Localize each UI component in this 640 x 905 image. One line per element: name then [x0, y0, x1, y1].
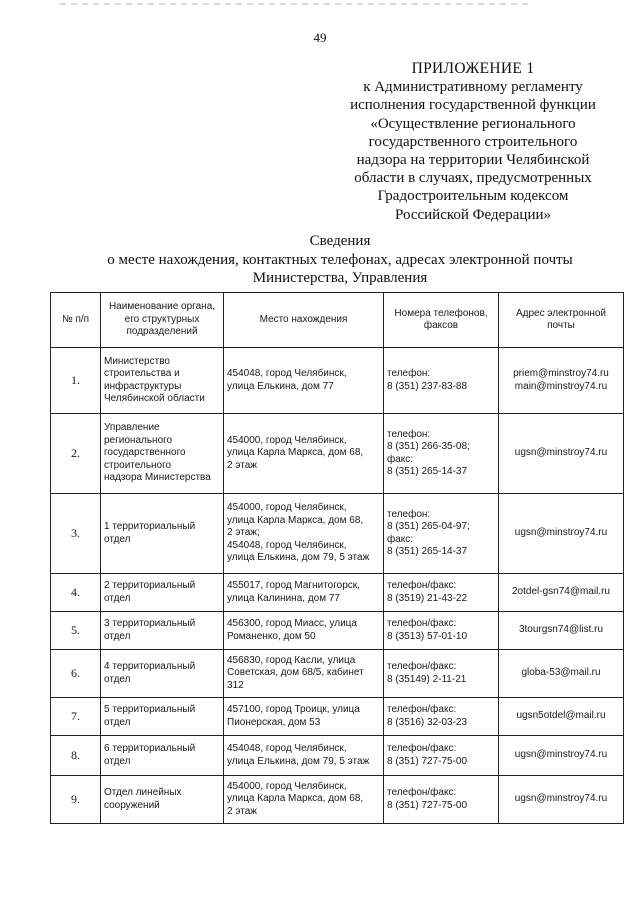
org-address — [224, 348, 384, 414]
org-name — [101, 736, 224, 776]
org-email — [499, 574, 624, 612]
org-phones-line: 8 (351) 265-14-37 — [387, 466, 468, 477]
org-phones-line: 8 (35149) 2-11-21 — [387, 673, 467, 685]
org-name-line: отдел — [104, 592, 131, 604]
row-number: 9. — [51, 776, 101, 824]
org-name-line: строительного — [104, 459, 172, 471]
org-email-line: ugsn@minstroy74.ru — [514, 527, 608, 539]
row-number: 4. — [51, 574, 101, 612]
org-address-line: улица Елькина, дом 79, 5 этаж — [227, 755, 370, 767]
org-address — [224, 494, 384, 574]
org-phones-line: 8 (351) 727-75-00 — [387, 799, 468, 811]
row-number: 5. — [51, 612, 101, 650]
org-email-line: priem@minstroy74.ru — [513, 368, 609, 379]
org-name-line: 4 территориальный — [104, 661, 196, 672]
org-name-line: надзора Министерства — [104, 472, 211, 484]
org-name-line: сооружений — [104, 799, 160, 811]
org-address-line: 454000, город Челябинск, — [227, 780, 347, 792]
org-phones-line: факс: — [387, 533, 414, 545]
org-address — [224, 612, 384, 650]
org-address-line: Советская, дом 68/5, кабинет — [227, 667, 364, 679]
header-num: № п/п — [51, 293, 101, 348]
table-row — [51, 494, 624, 574]
org-phones-line: 8 (3519) 21-43-22 — [387, 592, 468, 604]
org-name-line: государственного — [104, 447, 186, 459]
org-address — [224, 650, 384, 698]
org-phones — [384, 612, 499, 650]
appendix-line: исполнения государственной функции — [350, 97, 596, 114]
appendix-line: Российской Федерации» — [394, 206, 551, 223]
org-email — [499, 414, 624, 494]
org-phones — [384, 414, 499, 494]
org-phones-line: 8 (3513) 57-01-10 — [387, 630, 468, 642]
org-address — [224, 776, 384, 824]
header-name: Наименование органа, его структурных подразделений — [101, 293, 224, 348]
org-phones-line: 8 (351) 265-04-97; — [387, 521, 470, 532]
org-address-line: 454000, город Челябинск, — [227, 502, 347, 514]
org-email-line: ugsn@minstroy74.ru — [514, 793, 608, 805]
org-address — [224, 574, 384, 612]
org-name-line: Министерство — [104, 355, 170, 367]
org-phones-line: факс: — [387, 453, 414, 465]
org-phones-line: 8 (351) 727-75-00 — [387, 755, 468, 767]
org-name-line: отдел — [104, 755, 131, 767]
org-phones-line: телефон: — [387, 428, 431, 440]
appendix-line: области в случаях, предусмотренных — [354, 170, 592, 187]
org-name — [101, 494, 224, 574]
org-name — [101, 776, 224, 824]
contacts-table — [50, 292, 624, 824]
scan-artifact-line — [60, 3, 530, 5]
org-address-line: 2 этаж; — [227, 527, 260, 539]
org-address — [224, 414, 384, 494]
appendix-line: к Административному регламенту — [363, 79, 583, 96]
org-name-line: 3 территориальный — [104, 618, 196, 629]
header-email: Адрес электронной почты — [499, 293, 624, 348]
org-address-line: улица Карла Маркса, дом 68, — [227, 447, 364, 459]
org-name — [101, 574, 224, 612]
org-email-line: main@minstroy74.ru — [514, 380, 608, 392]
org-phones-line: телефон: — [387, 508, 431, 520]
org-address — [224, 698, 384, 736]
org-name-line: отдел — [104, 673, 131, 685]
org-phones-line: телефон/факс: — [387, 787, 457, 798]
org-phones-line: 8 (351) 237-83-88 — [387, 380, 468, 392]
org-phones — [384, 494, 499, 574]
org-phones-line: телефон: — [387, 368, 431, 379]
row-number: 6. — [51, 650, 101, 698]
org-name-line: отдел — [104, 533, 131, 545]
heading-line: Министерства, Управления — [252, 270, 428, 286]
org-address-line: Романенко, дом 50 — [227, 630, 316, 642]
org-name-line: регионального — [104, 434, 173, 446]
appendix-line: «Осуществление регионального — [370, 115, 576, 132]
org-address-line: улица Карла Маркса, дом 68, — [227, 793, 364, 805]
org-phones-line: 8 (3516) 32-03-23 — [387, 716, 468, 728]
org-email — [499, 612, 624, 650]
table-row — [51, 736, 624, 776]
org-phones — [384, 650, 499, 698]
row-number: 3. — [51, 494, 101, 574]
org-name-line: отдел — [104, 716, 131, 728]
org-name-line: 1 территориальный — [104, 521, 196, 532]
org-name-line: Управление — [104, 422, 160, 434]
org-phones-line: телефон/факс: — [387, 704, 457, 715]
table-row — [51, 776, 624, 824]
org-name — [101, 348, 224, 414]
table-row — [51, 414, 624, 494]
org-address-line: 454048, город Челябинск, — [227, 539, 347, 551]
org-email-line: ugsn@minstroy74.ru — [514, 447, 608, 459]
org-address-line: 455017, город Магнитогорск, — [227, 580, 360, 591]
org-name-line: Челябинской области — [104, 393, 205, 404]
org-name — [101, 650, 224, 698]
org-address-line: 454048, город Челябинск, — [227, 743, 347, 754]
heading-line: о месте нахождения, контактных телефонах, адресах электронной почты — [107, 251, 573, 268]
org-phones — [384, 698, 499, 736]
org-phones — [384, 736, 499, 776]
org-address — [224, 736, 384, 776]
org-address-line: 2 этаж — [227, 805, 257, 817]
org-address-line: 457100, город Троицк, улица — [227, 704, 360, 715]
org-name — [101, 698, 224, 736]
org-email-line: 3tourgsn74@list.ru — [518, 624, 604, 636]
org-phones-line: телефон/факс: — [387, 661, 457, 672]
org-name-line: 5 территориальный — [104, 704, 196, 715]
org-phones — [384, 348, 499, 414]
org-address-line: 454000, город Челябинск, — [227, 434, 347, 446]
appendix-title: ПРИЛОЖЕНИЕ 1 — [411, 60, 535, 77]
org-phones-line: 8 (351) 266-35-08; — [387, 441, 470, 452]
org-phones — [384, 574, 499, 612]
org-phones-line: телефон/факс: — [387, 743, 457, 754]
org-email — [499, 348, 624, 414]
org-email-line: 2otdel-gsn74@mail.ru — [512, 586, 610, 598]
org-phones-line: телефон/факс: — [387, 618, 457, 629]
table-row — [51, 574, 624, 612]
org-address-line: Пионерская, дом 53 — [227, 716, 321, 728]
org-email — [499, 776, 624, 824]
org-address-line: 456300, город Миасс, улица — [227, 618, 357, 629]
header-address: Место нахождения — [224, 293, 384, 348]
org-email — [499, 736, 624, 776]
row-number: 7. — [51, 698, 101, 736]
heading-title: Сведения — [309, 233, 371, 249]
org-name-line: Отдел линейных — [104, 787, 182, 798]
org-address-line: 312 — [227, 679, 244, 691]
org-email-line: ugsn@minstroy74.ru — [514, 749, 608, 761]
org-email — [499, 494, 624, 574]
org-name-line: отдел — [104, 630, 131, 642]
table-row — [51, 650, 624, 698]
org-address-line: 454048, город Челябинск, — [227, 368, 347, 379]
org-address-line: улица Калинина, дом 77 — [227, 592, 340, 604]
org-address-line: 456830, город Касли, улица — [227, 654, 356, 666]
document-heading — [60, 232, 620, 288]
org-address-line: улица Елькина, дом 79, 5 этаж — [227, 552, 370, 564]
header-phones: Номера телефонов, факсов — [384, 293, 499, 348]
row-number: 1. — [51, 348, 101, 414]
org-name — [101, 414, 224, 494]
table-header-row — [51, 293, 624, 348]
appendix-line: Градостроительным кодексом — [377, 188, 569, 205]
appendix-line: государственного строительного — [368, 133, 578, 150]
org-address-line: 2 этаж — [227, 459, 257, 471]
row-number: 2. — [51, 414, 101, 494]
org-email-line: globa-53@mail.ru — [521, 667, 601, 679]
table-row — [51, 612, 624, 650]
org-address-line: улица Карла Маркса, дом 68, — [227, 514, 364, 526]
org-email — [499, 650, 624, 698]
org-name-line: инфраструктуры — [104, 380, 182, 392]
table-row — [51, 698, 624, 736]
org-name-line: 2 территориальный — [104, 580, 196, 591]
org-email — [499, 698, 624, 736]
org-name-line: 6 территориальный — [104, 743, 196, 754]
page-number: 49 — [313, 30, 327, 45]
org-phones — [384, 776, 499, 824]
org-address-line: улица Елькина, дом 77 — [227, 380, 334, 392]
org-name-line: строительства и — [104, 368, 180, 379]
table-row — [51, 348, 624, 414]
appendix-block — [308, 60, 638, 224]
org-phones-line: телефон/факс: — [387, 580, 457, 591]
org-name — [101, 612, 224, 650]
appendix-line: надзора на территории Челябинской — [356, 152, 590, 169]
org-email-line: ugsn5otdel@mail.ru — [516, 710, 606, 722]
row-number: 8. — [51, 736, 101, 776]
org-phones-line: 8 (351) 265-14-37 — [387, 546, 468, 557]
